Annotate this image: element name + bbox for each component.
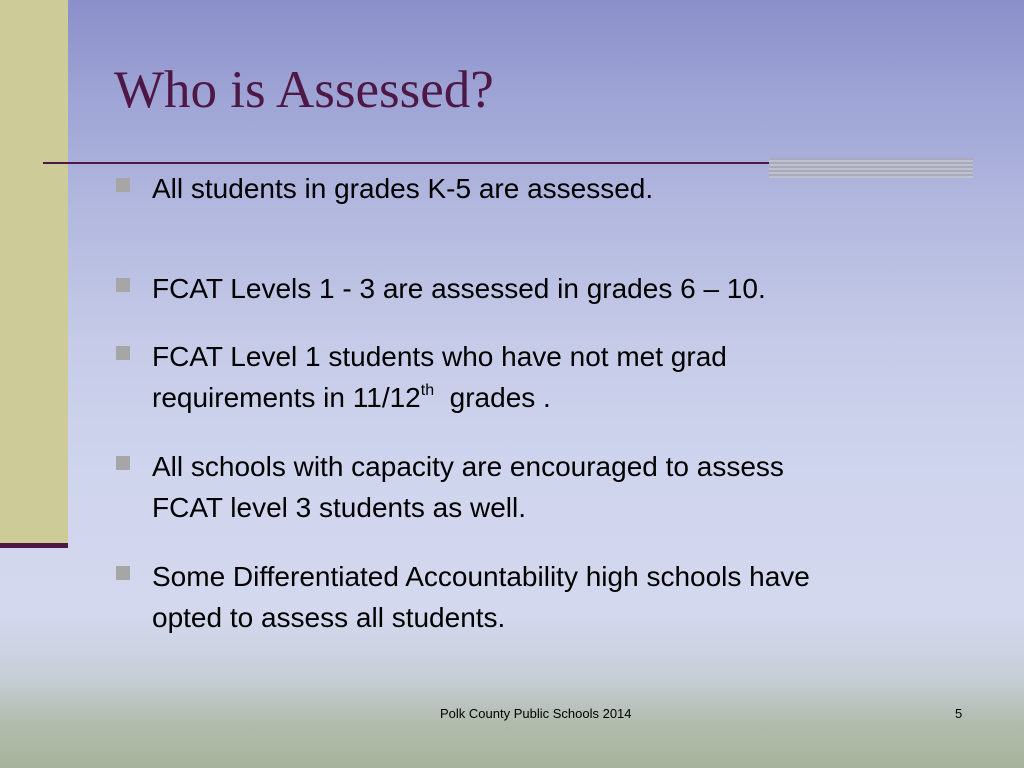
bullet-line: FCAT Level 1 students who have not met grad — [152, 341, 727, 372]
square-bullet-icon — [116, 278, 130, 292]
superscript: th — [420, 382, 435, 399]
bullet-text — [152, 336, 982, 423]
bullet-text: All students in grades K-5 are assessed. — [152, 173, 654, 204]
page-number: 5 — [955, 706, 963, 721]
slide-title: Who is Assessed? — [114, 61, 494, 119]
bullet-line: opted to assess all students. — [152, 602, 506, 633]
bullet-text — [152, 446, 982, 528]
bullet-text — [152, 556, 982, 638]
bullet-text: FCAT Levels 1 - 3 are assessed in grades 6 – 10. — [152, 273, 766, 304]
bullet-line: Some Differentiated Accountability high schools have — [152, 561, 810, 592]
bullet-line-start: requirements in 11/12 — [152, 382, 421, 413]
square-bullet-icon — [116, 178, 130, 192]
bullet-line — [152, 377, 982, 423]
bullet-line: All schools with capacity are encouraged to assess — [152, 451, 784, 482]
square-bullet-icon — [116, 566, 130, 580]
footer-text: Polk County Public Schools 2014 — [440, 706, 632, 721]
bullet-line: FCAT level 3 students as well. — [152, 492, 527, 523]
square-bullet-icon — [116, 346, 130, 360]
square-bullet-icon — [116, 456, 130, 470]
bullet-line-end: grades . — [434, 382, 551, 413]
